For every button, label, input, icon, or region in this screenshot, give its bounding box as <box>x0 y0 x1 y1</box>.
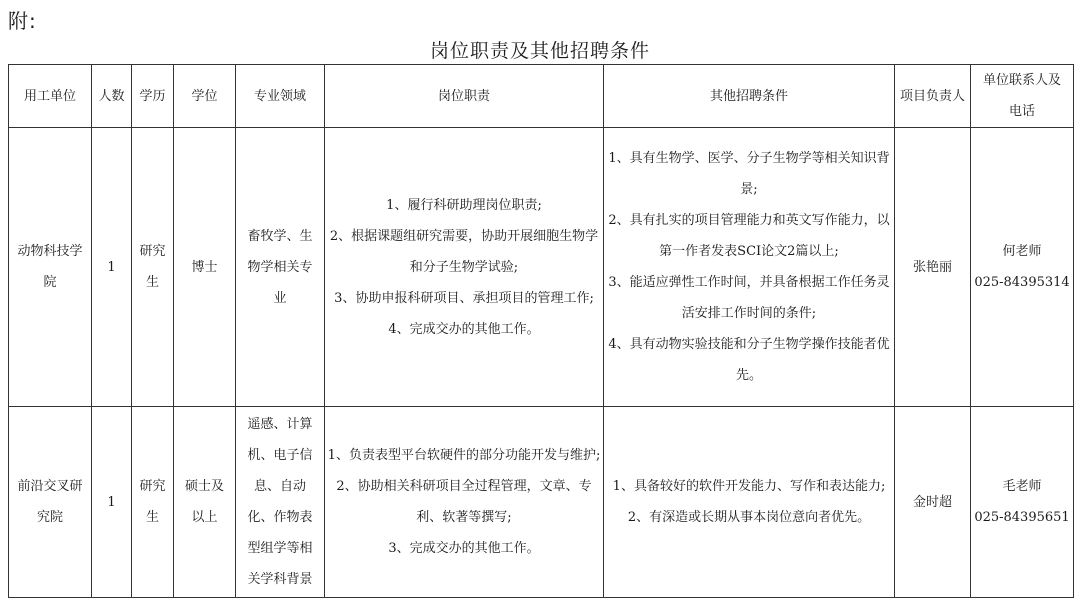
document-title: 岗位职责及其他招聘条件 <box>429 40 650 62</box>
duty-item: 1、负责表型平台软硬件的部分功能开发与维护; <box>327 448 601 463</box>
cell-conditions <box>604 128 895 407</box>
condition-item: 2、具有扎实的项目管理能力和英文写作能力，以第一作者发表SCI论文2篇以上; <box>608 213 890 259</box>
header-unit: 用工单位 <box>9 65 92 128</box>
prefix-label: 附: <box>8 9 37 33</box>
cell-unit: 前沿交叉研究院 <box>9 407 92 598</box>
cell-field: 遥感、计算机、电子信息、自动化、作物表型组学等相关学科背景 <box>236 407 325 598</box>
condition-item: 1、具备较好的软件开发能力、写作和表达能力; <box>612 479 886 494</box>
cell-contact <box>971 128 1074 407</box>
cell-leader: 金时超 <box>895 407 971 598</box>
table-row <box>9 407 1074 598</box>
header-duties: 岗位职责 <box>325 65 604 128</box>
contact-phone: 025-84395314 <box>974 275 1070 290</box>
cell-leader: 张艳丽 <box>895 128 971 407</box>
header-degree: 学位 <box>174 65 236 128</box>
cell-field: 畜牧学、生物学相关专业 <box>236 128 325 407</box>
duty-item: 4、完成交办的其他工作。 <box>388 321 540 337</box>
positions-table <box>8 64 1074 598</box>
contact-name: 何老师 <box>1002 244 1042 259</box>
header-education: 学历 <box>132 65 174 128</box>
table-row <box>9 128 1074 407</box>
header-leader: 项目负责人 <box>895 65 971 128</box>
condition-item: 1、具有生物学、医学、分子生物学等相关知识背景; <box>608 151 890 197</box>
contact-name: 毛老师 <box>1002 479 1042 494</box>
cell-count: 1 <box>92 407 132 598</box>
contact-phone: 025-84395651 <box>974 510 1070 525</box>
cell-count: 1 <box>92 128 132 407</box>
duty-item: 2、根据课题组研究需要，协助开展细胞生物学和分子生物学试验; <box>329 228 599 275</box>
cell-contact <box>971 407 1074 598</box>
cell-duties <box>325 128 604 407</box>
table-header-row <box>9 65 1074 128</box>
header-contact: 单位联系人及电话 <box>971 65 1074 128</box>
duty-item: 3、协助申报科研项目、承担项目的管理工作; <box>334 290 594 306</box>
duty-item: 3、完成交办的其他工作。 <box>388 541 540 556</box>
cell-education: 研究生 <box>132 407 174 598</box>
cell-degree: 博士 <box>174 128 236 407</box>
cell-education: 研究生 <box>132 128 174 407</box>
header-field: 专业领域 <box>236 65 325 128</box>
cell-duties <box>325 407 604 598</box>
condition-item: 3、能适应弹性工作时间，并具备根据工作任务灵活安排工作时间的条件; <box>608 275 890 321</box>
header-count: 人数 <box>92 65 132 128</box>
cell-unit: 动物科技学院 <box>9 128 92 407</box>
header-conditions: 其他招聘条件 <box>604 65 895 128</box>
cell-conditions <box>604 407 895 598</box>
duty-item: 1、履行科研助理岗位职责; <box>386 197 542 213</box>
condition-item: 4、具有动物实验技能和分子生物学操作技能者优先。 <box>608 337 890 383</box>
duty-item: 2、协助相关科研项目全过程管理，文章、专利、软著等撰写; <box>336 479 592 525</box>
condition-item: 2、有深造或长期从事本岗位意向者优先。 <box>627 510 871 525</box>
cell-degree: 硕士及以上 <box>174 407 236 598</box>
